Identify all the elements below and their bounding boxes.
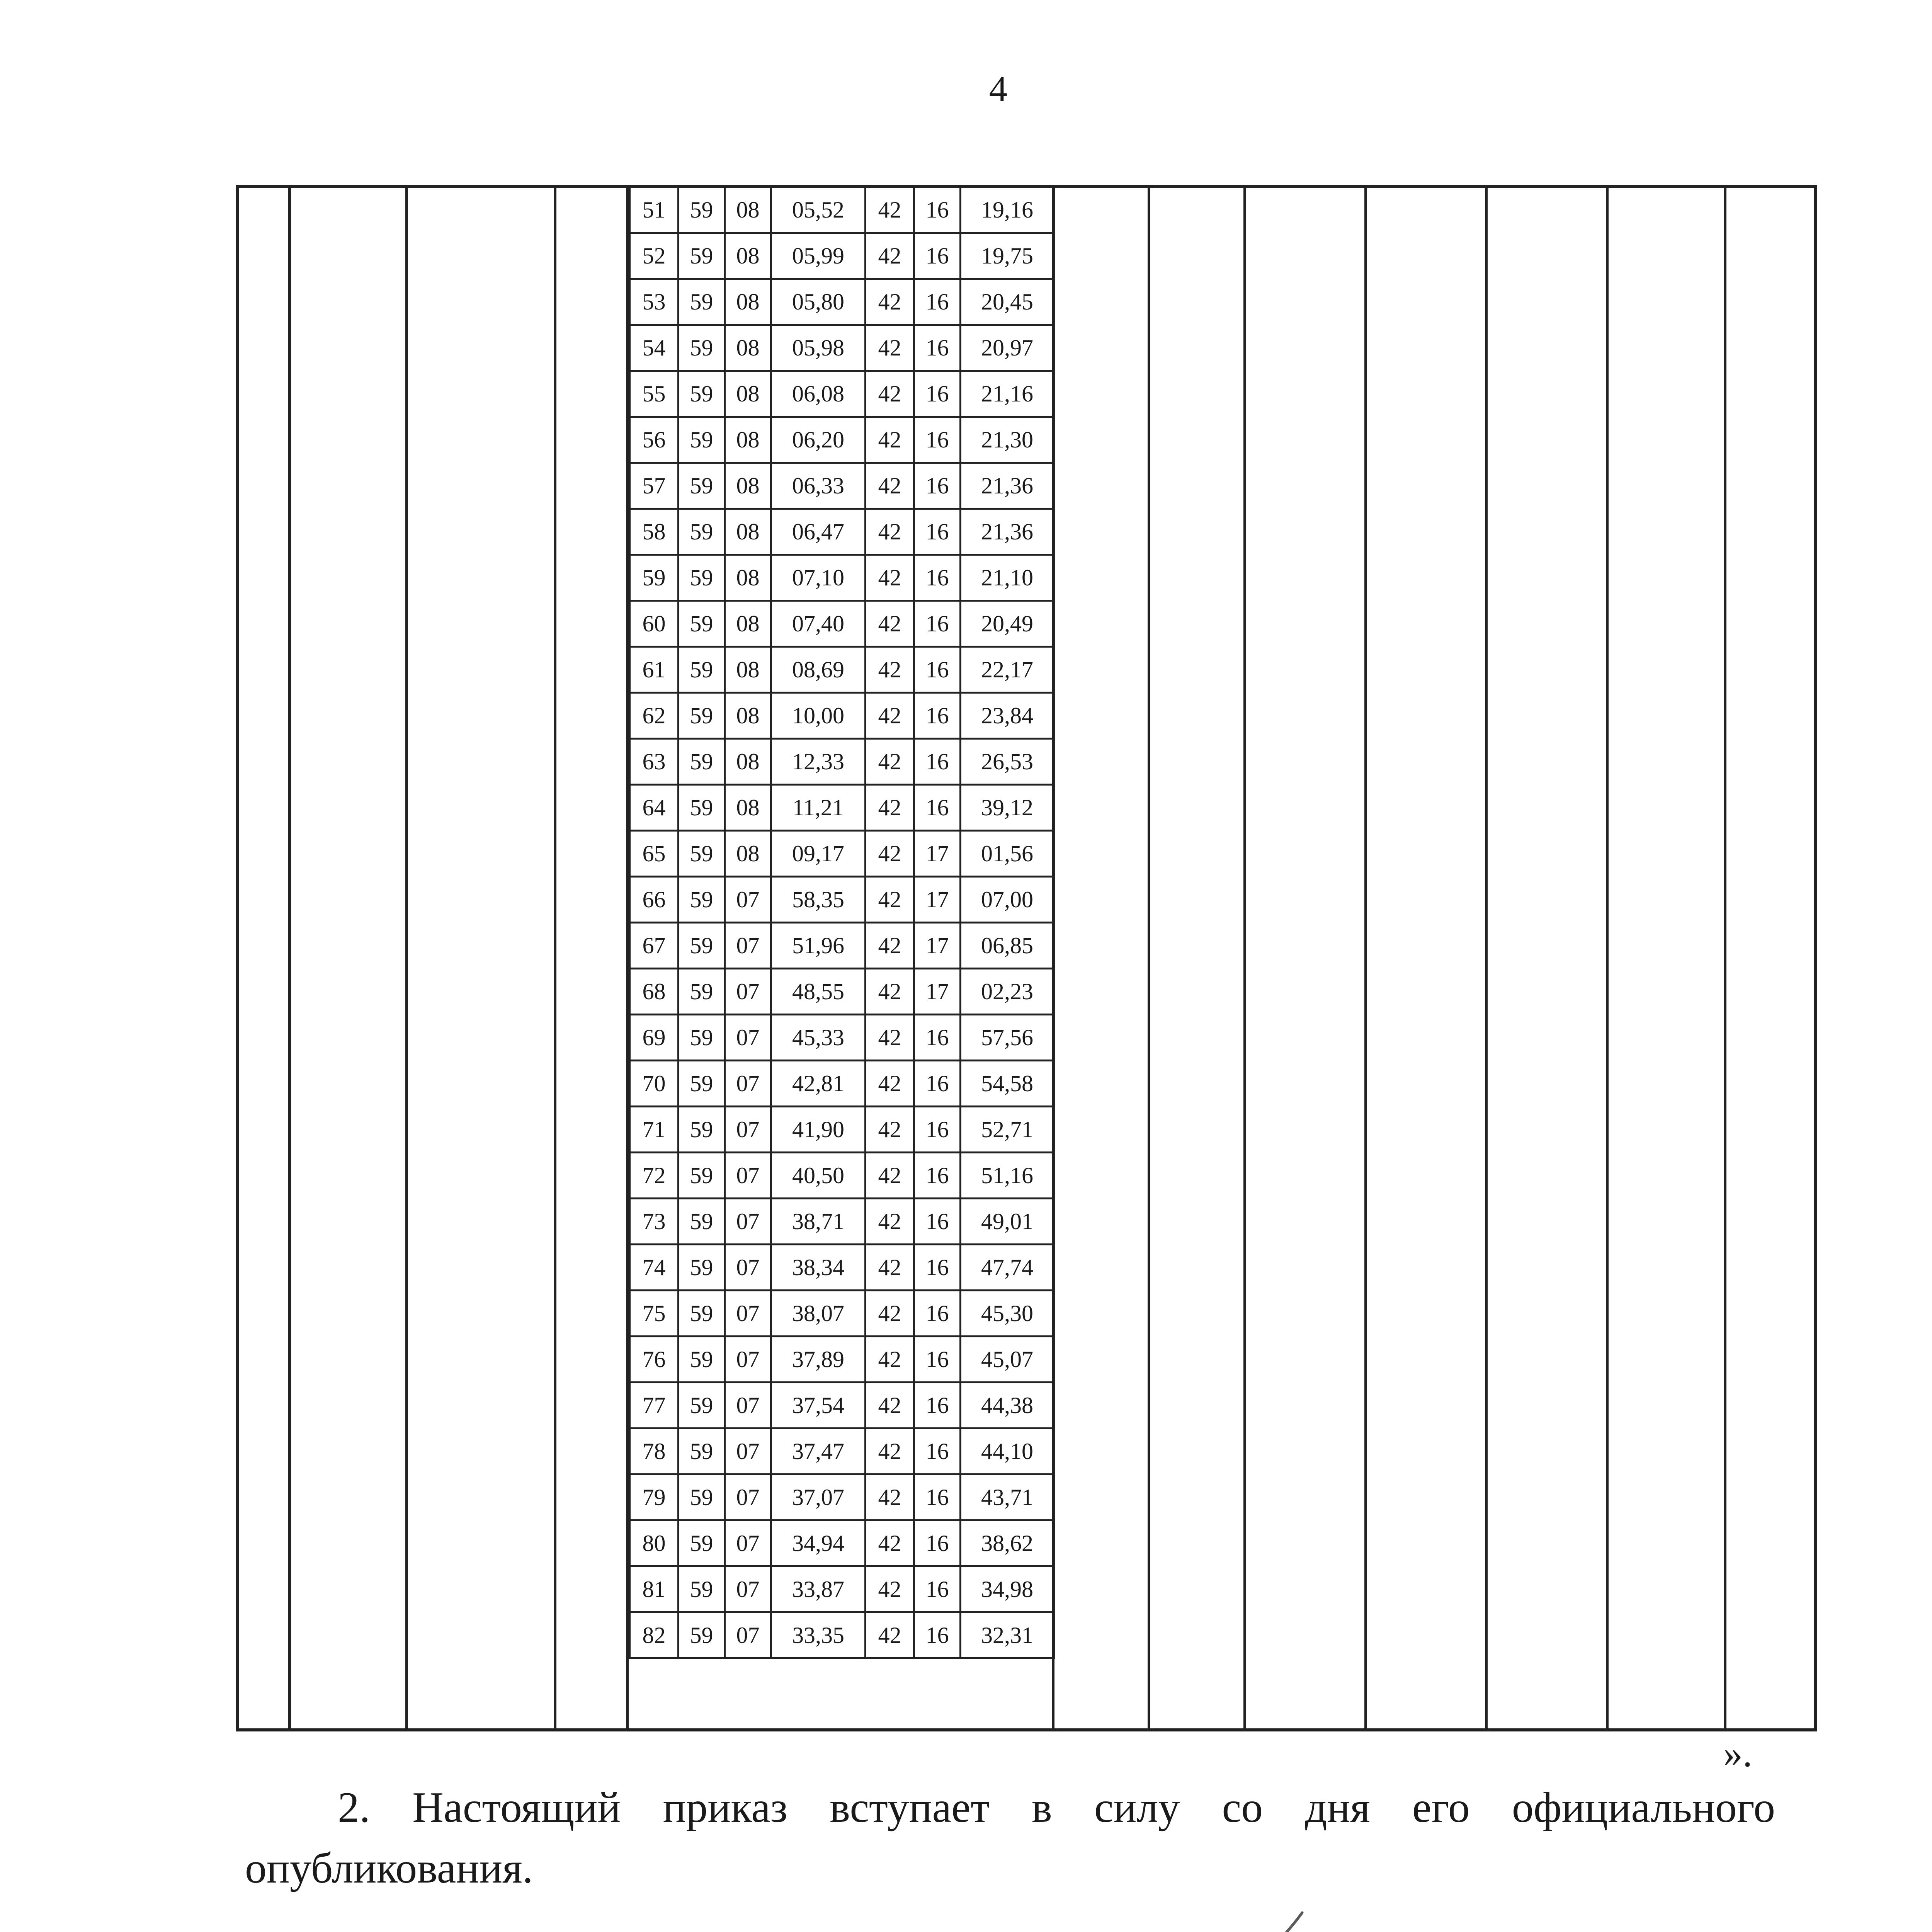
table-cell: 42: [866, 1107, 914, 1153]
table-cell: 16: [914, 601, 961, 647]
table-cell: 66: [630, 877, 679, 923]
table-cell: 59: [679, 1566, 725, 1612]
table-cell: 33,35: [771, 1612, 866, 1658]
table-cell: 42: [866, 1612, 914, 1658]
table-row: [630, 693, 1054, 739]
table-cell: 07,00: [961, 877, 1054, 923]
column-divider: [1364, 188, 1367, 1728]
table-cell: 16: [914, 417, 961, 463]
table-cell: 16: [914, 1107, 961, 1153]
table-cell: 37,47: [771, 1429, 866, 1475]
table-cell: 48,55: [771, 969, 866, 1015]
table-row: [630, 831, 1054, 877]
table-cell: 19,75: [961, 233, 1054, 279]
table-cell: 33,87: [771, 1566, 866, 1612]
table-cell: 59: [679, 601, 725, 647]
table-cell: 16: [914, 1337, 961, 1383]
table-cell: 21,16: [961, 371, 1054, 417]
table-cell: 21,30: [961, 417, 1054, 463]
table-cell: 42: [866, 1199, 914, 1245]
table-row: [630, 877, 1054, 923]
column-divider: [1724, 188, 1726, 1728]
table-row: [630, 1015, 1054, 1061]
table-row: [630, 555, 1054, 601]
table-row: [630, 1429, 1054, 1475]
table-row: [630, 785, 1054, 831]
table-cell: 07: [725, 969, 771, 1015]
table-cell: 69: [630, 1015, 679, 1061]
table-cell: 21,10: [961, 555, 1054, 601]
table-row: [630, 417, 1054, 463]
column-divider: [405, 188, 408, 1728]
coordinates-table: [236, 185, 1817, 1731]
table-cell: 58,35: [771, 877, 866, 923]
table-cell: 08: [725, 463, 771, 509]
table-row: [630, 463, 1054, 509]
table-cell: 16: [914, 785, 961, 831]
table-cell: 47,74: [961, 1245, 1054, 1291]
table-cell: 34,98: [961, 1566, 1054, 1612]
table-cell: 38,62: [961, 1520, 1054, 1566]
table-cell: 16: [914, 1199, 961, 1245]
table-cell: 07: [725, 1429, 771, 1475]
table-row: [630, 923, 1054, 969]
table-cell: 16: [914, 325, 961, 371]
table-cell: 57,56: [961, 1015, 1054, 1061]
table-row: [630, 1107, 1054, 1153]
table-cell: 42: [866, 785, 914, 831]
table-cell: 75: [630, 1291, 679, 1337]
table-cell: 16: [914, 509, 961, 555]
table-cell: 37,54: [771, 1383, 866, 1429]
table-cell: 07: [725, 1015, 771, 1061]
table-cell: 10,00: [771, 693, 866, 739]
table-cell: 41,90: [771, 1107, 866, 1153]
table-cell: 23,84: [961, 693, 1054, 739]
table-cell: 12,33: [771, 739, 866, 785]
table-cell: 16: [914, 1383, 961, 1429]
table-cell: 59: [679, 233, 725, 279]
table-cell: 16: [914, 1245, 961, 1291]
table-cell: 59: [679, 1612, 725, 1658]
table-cell: 59: [679, 371, 725, 417]
table-cell: 16: [914, 279, 961, 325]
table-cell: 16: [914, 1291, 961, 1337]
table-cell: 42,81: [771, 1061, 866, 1107]
table-cell: 78: [630, 1429, 679, 1475]
table-cell: 07: [725, 1107, 771, 1153]
table-cell: 42: [866, 233, 914, 279]
table-cell: 16: [914, 371, 961, 417]
table-cell: 42: [866, 923, 914, 969]
table-row: [630, 647, 1054, 693]
column-divider: [1148, 188, 1150, 1728]
table-row: [630, 969, 1054, 1015]
table-cell: 42: [866, 1475, 914, 1520]
table-cell: 38,07: [771, 1291, 866, 1337]
table-cell: 07: [725, 1153, 771, 1199]
table-cell: 42: [866, 417, 914, 463]
table-cell: 07: [725, 1245, 771, 1291]
column-divider: [1485, 188, 1488, 1728]
table-cell: 43,71: [961, 1475, 1054, 1520]
column-divider: [1243, 188, 1246, 1728]
table-cell: 59: [679, 877, 725, 923]
table-cell: 59: [679, 1337, 725, 1383]
table-cell: 08: [725, 647, 771, 693]
table-cell: 42: [866, 555, 914, 601]
table-row: [630, 233, 1054, 279]
table-cell: 57: [630, 463, 679, 509]
table-cell: 19,16: [961, 188, 1054, 233]
table-cell: 42: [866, 1383, 914, 1429]
table-cell: 52: [630, 233, 679, 279]
table-cell: 59: [679, 1153, 725, 1199]
table-cell: 07,40: [771, 601, 866, 647]
table-cell: 42: [866, 1015, 914, 1061]
table-row: [630, 1566, 1054, 1612]
table-cell: 06,08: [771, 371, 866, 417]
table-cell: 61: [630, 647, 679, 693]
table-cell: 44,38: [961, 1383, 1054, 1429]
table-row: [630, 1337, 1054, 1383]
table-cell: 59: [679, 1107, 725, 1153]
table-cell: 11,21: [771, 785, 866, 831]
table-cell: 67: [630, 923, 679, 969]
table-cell: 42: [866, 1520, 914, 1566]
table-cell: 62: [630, 693, 679, 739]
table-row: [630, 509, 1054, 555]
table-cell: 71: [630, 1107, 679, 1153]
table-cell: 64: [630, 785, 679, 831]
table-cell: 07: [725, 923, 771, 969]
table-cell: 63: [630, 739, 679, 785]
table-row: [630, 1383, 1054, 1429]
table-cell: 08: [725, 601, 771, 647]
table-cell: 68: [630, 969, 679, 1015]
table-cell: 06,20: [771, 417, 866, 463]
table-cell: 06,85: [961, 923, 1054, 969]
table-cell: 05,52: [771, 188, 866, 233]
table-cell: 42: [866, 371, 914, 417]
table-cell: 49,01: [961, 1199, 1054, 1245]
table-cell: 07: [725, 1475, 771, 1520]
table-cell: 59: [679, 1383, 725, 1429]
table-cell: 42: [866, 463, 914, 509]
table-cell: 59: [679, 1015, 725, 1061]
table-cell: 77: [630, 1383, 679, 1429]
table-cell: 59: [679, 923, 725, 969]
table-cell: 73: [630, 1199, 679, 1245]
table-cell: 59: [679, 1245, 725, 1291]
table-cell: 01,56: [961, 831, 1054, 877]
table-cell: 08: [725, 188, 771, 233]
table-cell: 42: [866, 1291, 914, 1337]
table-cell: 59: [679, 785, 725, 831]
table-cell: 59: [679, 647, 725, 693]
table-cell: 42: [866, 1566, 914, 1612]
table-cell: 42: [866, 279, 914, 325]
table-cell: 20,49: [961, 601, 1054, 647]
table-cell: 54,58: [961, 1061, 1054, 1107]
table-row: [630, 1520, 1054, 1566]
table-cell: 59: [679, 188, 725, 233]
table-cell: 59: [679, 279, 725, 325]
table-cell: 82: [630, 1612, 679, 1658]
table-cell: 59: [679, 693, 725, 739]
table-cell: 07: [725, 1291, 771, 1337]
table-cell: 09,17: [771, 831, 866, 877]
coordinates-grid: [629, 188, 1053, 1659]
table-cell: 07: [725, 1612, 771, 1658]
table-cell: 07,10: [771, 555, 866, 601]
page-number: 4: [989, 68, 1008, 109]
table-cell: 08: [725, 417, 771, 463]
table-row: [630, 601, 1054, 647]
table-cell: 21,36: [961, 509, 1054, 555]
table-cell: 45,30: [961, 1291, 1054, 1337]
table-cell: 70: [630, 1061, 679, 1107]
table-cell: 16: [914, 188, 961, 233]
table-cell: 42: [866, 1429, 914, 1475]
table-cell: 16: [914, 1061, 961, 1107]
table-cell: 16: [914, 233, 961, 279]
table-cell: 72: [630, 1153, 679, 1199]
table-cell: 42: [866, 877, 914, 923]
table-cell: 59: [679, 1475, 725, 1520]
table-cell: 08: [725, 509, 771, 555]
table-cell: 26,53: [961, 739, 1054, 785]
table-cell: 59: [679, 509, 725, 555]
table-cell: 05,98: [771, 325, 866, 371]
table-cell: 56: [630, 417, 679, 463]
table-cell: 34,94: [771, 1520, 866, 1566]
table-cell: 59: [679, 1199, 725, 1245]
table-cell: 16: [914, 1015, 961, 1061]
table-row: [630, 739, 1054, 785]
table-cell: 17: [914, 923, 961, 969]
column-divider: [626, 188, 629, 1728]
table-cell: 16: [914, 1153, 961, 1199]
table-cell: 08: [725, 371, 771, 417]
table-cell: 52,71: [961, 1107, 1054, 1153]
table-cell: 59: [679, 739, 725, 785]
table-row: [630, 1612, 1054, 1658]
table-cell: 17: [914, 831, 961, 877]
table-cell: 79: [630, 1475, 679, 1520]
table-cell: 42: [866, 1245, 914, 1291]
table-cell: 08: [725, 693, 771, 739]
table-cell: 16: [914, 555, 961, 601]
column-divider: [288, 188, 291, 1728]
table-cell: 07: [725, 1383, 771, 1429]
table-cell: 55: [630, 371, 679, 417]
table-cell: 59: [679, 325, 725, 371]
table-row: [630, 1245, 1054, 1291]
table-cell: 80: [630, 1520, 679, 1566]
table-cell: 42: [866, 325, 914, 371]
table-cell: 60: [630, 601, 679, 647]
table-cell: 08: [725, 831, 771, 877]
table-cell: 42: [866, 693, 914, 739]
table-cell: 59: [679, 417, 725, 463]
table-cell: 05,99: [771, 233, 866, 279]
table-cell: 42: [866, 1337, 914, 1383]
table-cell: 42: [866, 647, 914, 693]
table-cell: 51,16: [961, 1153, 1054, 1199]
table-row: [630, 188, 1054, 233]
table-cell: 20,97: [961, 325, 1054, 371]
table-cell: 06,33: [771, 463, 866, 509]
table-cell: 39,12: [961, 785, 1054, 831]
table-cell: 59: [679, 1291, 725, 1337]
column-divider: [554, 188, 556, 1728]
table-cell: 37,07: [771, 1475, 866, 1520]
table-cell: 17: [914, 877, 961, 923]
table-cell: 42: [866, 969, 914, 1015]
table-cell: 42: [866, 601, 914, 647]
table-cell: 59: [679, 969, 725, 1015]
table-cell: 42: [866, 188, 914, 233]
table-cell: 21,36: [961, 463, 1054, 509]
table-cell: 05,80: [771, 279, 866, 325]
table-cell: 16: [914, 463, 961, 509]
closing-quote: ».: [1723, 1732, 1752, 1775]
table-cell: 59: [679, 1520, 725, 1566]
table-cell: 42: [866, 509, 914, 555]
table-cell: 59: [679, 555, 725, 601]
table-cell: 51,96: [771, 923, 866, 969]
table-cell: 07: [725, 877, 771, 923]
table-cell: 16: [914, 1520, 961, 1566]
table-cell: 42: [866, 1153, 914, 1199]
table-row: [630, 1153, 1054, 1199]
table-cell: 59: [679, 1429, 725, 1475]
table-cell: 20,45: [961, 279, 1054, 325]
table-cell: 58: [630, 509, 679, 555]
table-cell: 16: [914, 739, 961, 785]
table-cell: 59: [679, 463, 725, 509]
clause-paragraph: 2. Настоящий приказ вступает в силу со дня его официального опубликования.: [245, 1784, 1775, 1892]
table-cell: 59: [630, 555, 679, 601]
coordinates-body: [630, 188, 1054, 1658]
table-cell: 54: [630, 325, 679, 371]
column-divider: [1606, 188, 1609, 1728]
table-cell: 16: [914, 1566, 961, 1612]
table-cell: 32,31: [961, 1612, 1054, 1658]
table-cell: 45,33: [771, 1015, 866, 1061]
table-cell: 07: [725, 1337, 771, 1383]
table-cell: 81: [630, 1566, 679, 1612]
table-cell: 16: [914, 1612, 961, 1658]
table-cell: 08: [725, 279, 771, 325]
table-cell: 38,71: [771, 1199, 866, 1245]
table-cell: 76: [630, 1337, 679, 1383]
table-cell: 37,89: [771, 1337, 866, 1383]
table-row: [630, 1061, 1054, 1107]
table-cell: 65: [630, 831, 679, 877]
table-cell: 07: [725, 1566, 771, 1612]
table-cell: 08: [725, 555, 771, 601]
table-cell: 53: [630, 279, 679, 325]
table-cell: 42: [866, 1061, 914, 1107]
table-cell: 07: [725, 1199, 771, 1245]
table-cell: 45,07: [961, 1337, 1054, 1383]
table-cell: 07: [725, 1520, 771, 1566]
table-cell: 16: [914, 647, 961, 693]
table-cell: 07: [725, 1061, 771, 1107]
table-cell: 08: [725, 325, 771, 371]
table-cell: 59: [679, 831, 725, 877]
table-cell: 17: [914, 969, 961, 1015]
table-cell: 74: [630, 1245, 679, 1291]
table-cell: 42: [866, 831, 914, 877]
table-row: [630, 325, 1054, 371]
table-cell: 16: [914, 693, 961, 739]
table-cell: 51: [630, 188, 679, 233]
table-cell: 08,69: [771, 647, 866, 693]
table-cell: 42: [866, 739, 914, 785]
table-cell: 16: [914, 1429, 961, 1475]
signature-image: [1066, 1905, 1480, 1932]
table-cell: 16: [914, 1475, 961, 1520]
table-row: [630, 1475, 1054, 1520]
table-cell: 06,47: [771, 509, 866, 555]
table-row: [630, 279, 1054, 325]
table-row: [630, 371, 1054, 417]
table-cell: 40,50: [771, 1153, 866, 1199]
table-cell: 38,34: [771, 1245, 866, 1291]
table-cell: 02,23: [961, 969, 1054, 1015]
table-cell: 08: [725, 233, 771, 279]
table-cell: 08: [725, 739, 771, 785]
table-cell: 22,17: [961, 647, 1054, 693]
table-cell: 44,10: [961, 1429, 1054, 1475]
table-row: [630, 1199, 1054, 1245]
table-row: [630, 1291, 1054, 1337]
table-cell: 59: [679, 1061, 725, 1107]
table-cell: 08: [725, 785, 771, 831]
